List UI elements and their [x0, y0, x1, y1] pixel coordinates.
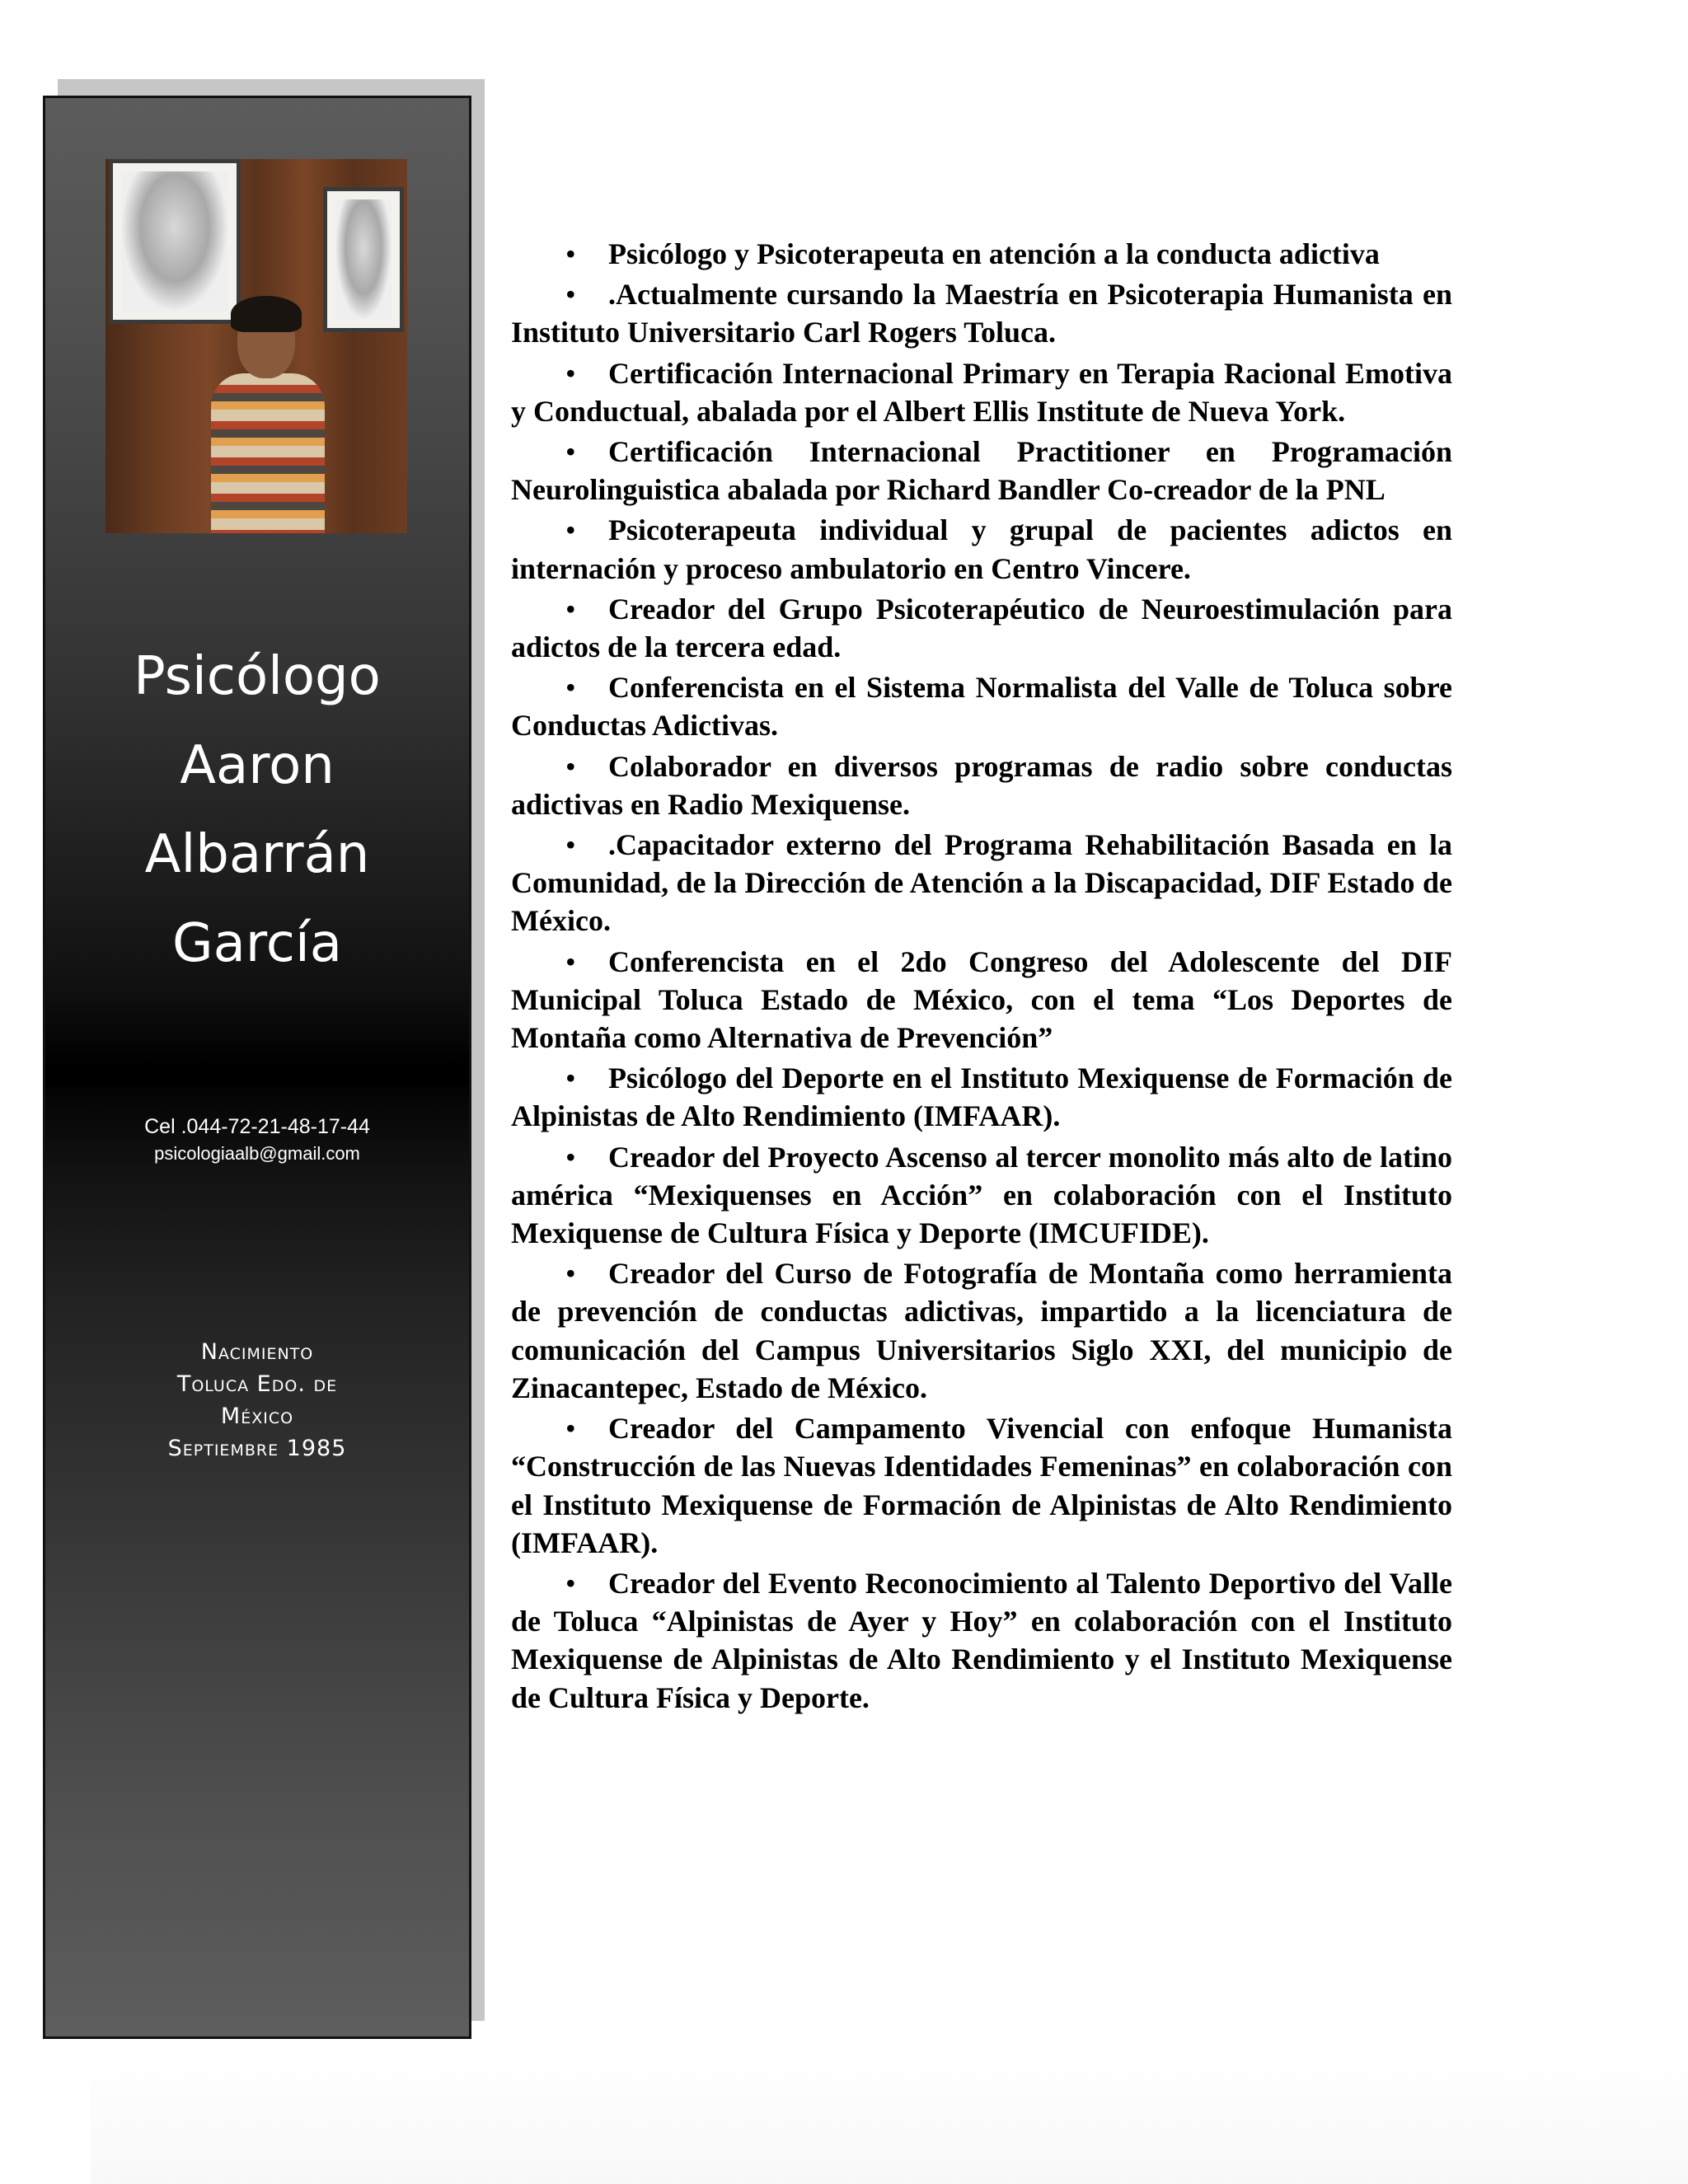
list-item — [511, 235, 1452, 273]
list-item — [511, 590, 1452, 666]
bullet-icon: • — [565, 1566, 576, 1600]
list-item — [511, 1138, 1452, 1253]
email-address: psicologiaalb@gmail.com — [154, 1143, 360, 1164]
bullet-icon: • — [565, 513, 576, 547]
list-item-text: Psicoterapeuta individual y grupal de pacientes adictos en internación y proceso ambulatorio en Centro Vincere. — [511, 513, 1452, 585]
list-item-text: Conferencista en el 2do Congreso del Adolescente del DIF Municipal Toluca Estado de México, con el tema “Los Deportes de Montaña como Alternativa de Prevención” — [511, 944, 1452, 1055]
list-item-text: Conferencista en el Sistema Normalista del Valle de Toluca sobre Conductas Adictivas. — [511, 671, 1452, 743]
birth-place-line-1: Toluca Edo. de — [176, 1371, 338, 1397]
list-item — [511, 943, 1452, 1057]
sidebar — [43, 96, 471, 2039]
list-item — [511, 748, 1452, 823]
name-title — [45, 632, 469, 988]
list-item-text: Creador del Proyecto Ascenso al tercer monolito más alto de latino américa “Mexiquenses en Acción” en colaboración con el Instituto Mexiquense de Cultura Física y Deporte (IMCUFIDE). — [511, 1140, 1452, 1250]
bullet-icon: • — [565, 592, 576, 626]
list-item — [511, 1254, 1452, 1407]
bullet-icon: • — [565, 237, 576, 270]
list-item — [511, 1409, 1452, 1562]
title-line-profession: Psicólogo — [134, 646, 381, 707]
bullet-icon: • — [565, 435, 576, 469]
list-item-text: Creador del Grupo Psicoterapéutico de Neuroestimulación para adictos de la tercera edad. — [511, 592, 1452, 664]
bullet-icon: • — [565, 1257, 576, 1291]
list-item — [511, 433, 1452, 509]
person-body — [211, 373, 325, 533]
person-hair — [231, 296, 302, 332]
bullet-icon: • — [565, 278, 576, 312]
birth-date: Septiembre 1985 — [167, 1436, 347, 1461]
phone-number: Cel .044-72-21-48-17-44 — [144, 1115, 370, 1138]
bullet-icon: • — [565, 671, 576, 705]
list-item — [511, 668, 1452, 744]
birth-place-line-2: México — [220, 1404, 294, 1429]
birth-label: Nacimiento — [200, 1339, 314, 1365]
bullet-icon: • — [565, 828, 576, 862]
title-line-surname-1: Albarrán — [144, 824, 370, 885]
bullet-icon: • — [565, 944, 576, 978]
birth-info — [45, 1336, 469, 1465]
bullet-icon: • — [565, 1412, 576, 1446]
list-item-text: .Actualmente cursando la Maestría en Psicoterapia Humanista en Instituto Universitario Carl Rogers Toluca. — [511, 278, 1452, 349]
bullet-icon: • — [565, 749, 576, 783]
bullet-icon: • — [565, 1140, 576, 1174]
list-item-text: Psicólogo del Deporte en el Instituto Mexiquense de Formación de Alpinistas de Alto Rendimiento (IMFAAR). — [511, 1062, 1452, 1133]
wall-portrait-left — [109, 159, 241, 324]
page-bottom-shade — [91, 2044, 1688, 2184]
title-line-surname-2: García — [172, 913, 342, 974]
list-item-text: Creador del Curso de Fotografía de Montaña como herramienta de prevención de conductas adictivas, impartido a la licenciatura de comunicación del Campus Universitarios Siglo XXI, del municipio de Zinacantepec, Estado de México. — [511, 1257, 1452, 1404]
list-item — [511, 511, 1452, 587]
experience-section — [511, 235, 1452, 1719]
list-item — [511, 1564, 1452, 1717]
list-item — [511, 275, 1452, 351]
contact-block — [45, 1112, 469, 1166]
wall-portrait-right — [323, 187, 404, 332]
list-item-text: Psicólogo y Psicoterapeuta en atención a la conducta adictiva — [608, 237, 1380, 270]
list-item-text: Certificación Internacional Primary en Terapia Racional Emotiva y Conductual, abalada por el Albert Ellis Institute de Nueva York. — [511, 356, 1452, 428]
list-item-text: Certificación Internacional Practitioner en Programación Neurolinguistica abalada por Richard Bandler Co-creador de la PNL — [511, 435, 1452, 507]
list-item-text: Creador del Campamento Vivencial con enfoque Humanista “Construcción de las Nuevas Identidades Femeninas” en colaboración con el Instituto Mexiquense de Formación de Alpinistas de Alto Rendimiento (IMFAAR). — [511, 1412, 1452, 1559]
sidebar-divider-band — [45, 1064, 469, 1087]
experience-list — [511, 235, 1452, 1717]
list-item — [511, 826, 1452, 940]
title-line-first-name: Aaron — [180, 735, 335, 796]
list-item-text: Colaborador en diversos programas de radio sobre conductas adictivas en Radio Mexiquense. — [511, 749, 1452, 821]
profile-photo — [106, 159, 407, 533]
list-item-text: Creador del Evento Reconocimiento al Talento Deportivo del Valle de Toluca “Alpinistas de Ayer y Hoy” en colaboración con el Instituto Mexiquense de Alpinistas de Alto Rendimiento y el Instituto Mexiquense de Cultura Física y Deporte. — [511, 1566, 1452, 1714]
list-item — [511, 354, 1452, 430]
list-item-text: .Capacitador externo del Programa Rehabilitación Basada en la Comunidad, de la Dirección de Atención a la Discapacidad, DIF Estado de México. — [511, 828, 1452, 938]
bullet-icon: • — [565, 356, 576, 390]
bullet-icon: • — [565, 1062, 576, 1095]
list-item — [511, 1059, 1452, 1135]
